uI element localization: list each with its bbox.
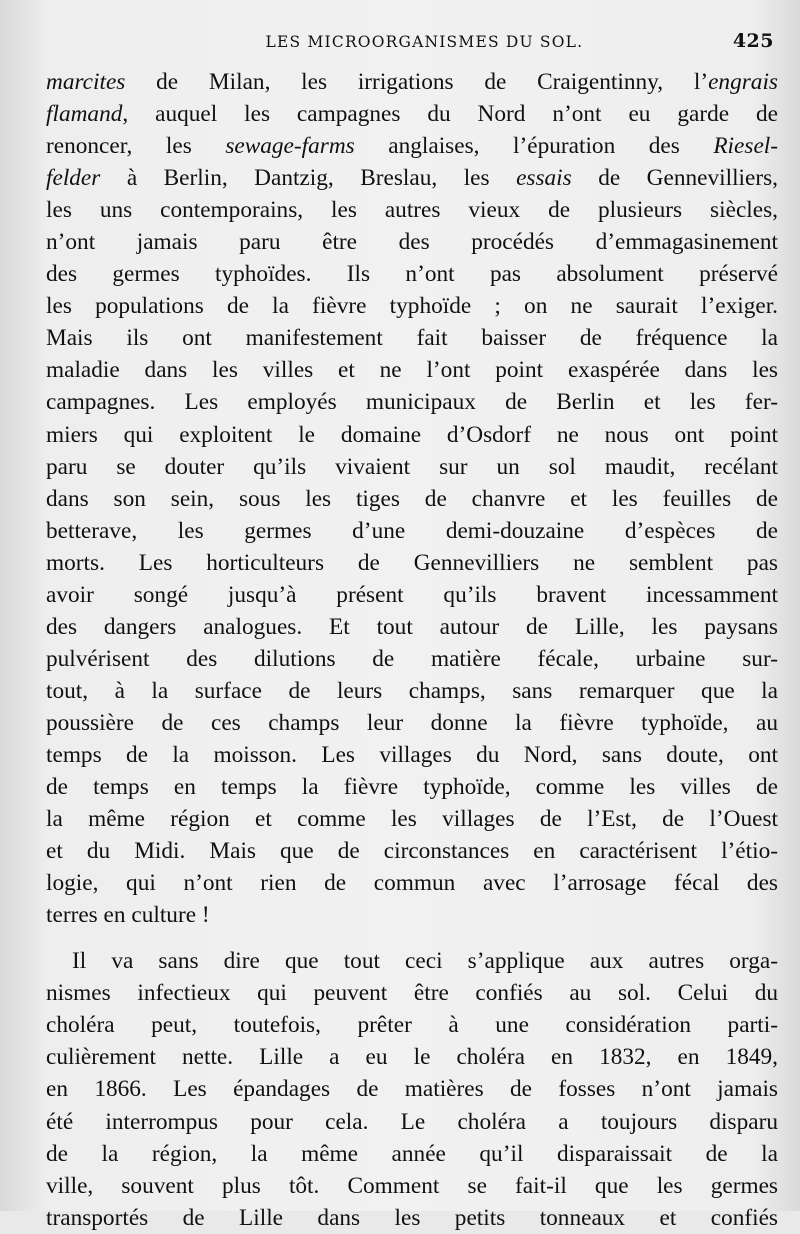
text-line	[46, 419, 778, 451]
text-line	[46, 226, 778, 258]
text-run: betterave, les germes d’une demi-douzaine d’espèces de	[46, 517, 778, 544]
text-run: miers qui exploitent le domaine d’Osdorf ne nous ont point	[46, 421, 778, 448]
text-line	[46, 451, 778, 483]
text-line	[46, 483, 778, 515]
page-number: 425	[732, 30, 774, 52]
paragraph	[46, 945, 778, 1233]
text-line	[46, 66, 778, 98]
text-run: de temps en temps la fièvre typhoïde, comme les villes de	[46, 774, 778, 801]
italic-text: essais	[516, 165, 572, 192]
italic-text: Riesel-	[713, 133, 779, 160]
text-line	[46, 515, 778, 547]
italic-text: engrais	[708, 69, 778, 95]
text-run: transportés de Lille dans les petits tonneaux et confiés	[46, 1204, 778, 1231]
text-line	[46, 1041, 778, 1073]
text-run: Il va sans dire que tout ceci s’applique aux autres orga-	[72, 948, 778, 975]
text-line	[46, 611, 778, 643]
text-run: été interrompus pour cela. Le choléra a toujours disparu	[46, 1108, 778, 1135]
text-run: dans son sein, sous les tiges de chanvre et les feuilles de	[46, 485, 778, 512]
text-run: logie, qui n’ont rien de commun avec l’arrosage fécal des	[46, 870, 778, 897]
text-line	[46, 98, 778, 130]
text-run: les populations de la fièvre typhoïde ; on ne saurait l’exiger.	[46, 293, 778, 320]
text-run: paru se douter qu’ils vivaient sur un sol maudit, recélant	[46, 453, 778, 480]
text-line	[46, 707, 778, 739]
text-run: Mais ils ont manifestement fait baisser de fréquence la	[46, 325, 778, 352]
text-line	[46, 867, 778, 899]
text-line	[46, 977, 778, 1009]
text-run: renoncer, les	[46, 133, 226, 160]
italic-text: marcites	[46, 69, 126, 95]
text-line	[46, 739, 778, 771]
text-run: des germes typhoïdes. Ils n’ont pas absolument préservé	[46, 261, 778, 288]
text-line	[46, 803, 778, 835]
text-run: pulvérisent des dilutions de matière fécale, urbaine sur-	[46, 645, 778, 672]
text-line	[46, 258, 778, 290]
text-run: temps de la moisson. Les villages du Nord, sans doute, ont	[46, 741, 778, 768]
text-line	[46, 1106, 778, 1138]
text-line	[46, 386, 778, 418]
text-run: maladie dans les villes et ne l’ont point exaspérée dans les	[46, 357, 778, 384]
text-run: nismes infectieux qui peuvent être confiés au sol. Celui du	[46, 980, 778, 1007]
text-line	[46, 675, 778, 707]
text-line	[46, 290, 778, 322]
text-line	[46, 579, 778, 611]
text-run: la même région et comme les villages de l’Est, de l’Ouest	[46, 806, 778, 833]
text-run: anglaises, l’épuration des	[354, 133, 714, 160]
italic-text: flamand	[46, 101, 123, 128]
text-run: de Milan, les irrigations de Craigentinny, l’	[125, 69, 709, 95]
text-line	[46, 643, 778, 675]
text-run: morts. Les horticulteurs de Gennevilliers ne semblent pas	[46, 549, 778, 576]
page-header	[46, 30, 774, 60]
text-run: en 1866. Les épandages de matières de fosses n’ont jamais	[46, 1076, 778, 1103]
text-run: les uns contemporains, les autres vieux de plusieurs siècles,	[46, 197, 778, 224]
text-line	[46, 899, 778, 931]
text-run: de Gennevilliers,	[571, 165, 779, 192]
text-run: de la région, la même année qu’il disparaissait de la	[46, 1140, 778, 1167]
italic-text: felder	[46, 165, 101, 192]
text-run: avoir songé jusqu’à présent qu’ils bravent incessamment	[46, 581, 778, 608]
text-run: culièrement nette. Lille a eu le choléra en 1832, en 1849,	[46, 1044, 778, 1071]
italic-text: sewage-farms	[225, 133, 355, 160]
body-text	[46, 66, 778, 1234]
text-line	[46, 194, 778, 226]
text-line	[46, 354, 778, 386]
text-line	[46, 322, 778, 354]
text-run: campagnes. Les employés municipaux de Berlin et les fer-	[46, 389, 778, 416]
text-run: des dangers analogues. Et tout autour de Lille, les paysans	[46, 613, 778, 640]
text-run: et du Midi. Mais que de circonstances en caractérisent l’étio-	[46, 838, 778, 865]
text-line	[46, 1009, 778, 1041]
text-run: choléra peut, toutefois, prêter à une considération parti-	[46, 1012, 778, 1039]
running-title: LES MICROORGANISMES DU SOL.	[265, 33, 584, 51]
text-line	[46, 945, 778, 977]
text-run: à Berlin, Dantzig, Breslau, les	[100, 165, 517, 192]
text-line	[46, 162, 778, 194]
text-run: poussière de ces champs leur donne la fièvre typhoïde, au	[46, 709, 778, 736]
text-run: tout, à la surface de leurs champs, sans remarquer que la	[46, 677, 778, 704]
text-run: ville, souvent plus tôt. Comment se fait-il que les germes	[46, 1172, 778, 1199]
text-line	[46, 547, 778, 579]
text-line	[46, 835, 778, 867]
text-line	[46, 771, 778, 803]
paragraph	[46, 66, 778, 931]
text-line	[46, 1073, 778, 1105]
text-run: n’ont jamais paru être des procédés d’emmagasinement	[46, 229, 778, 256]
text-line	[46, 130, 778, 162]
text-run: terres en culture !	[46, 902, 210, 929]
text-line	[46, 1138, 778, 1170]
text-line	[46, 1202, 778, 1234]
text-line	[46, 1170, 778, 1202]
paragraph-gap	[46, 931, 778, 945]
text-run: , auquel les campagnes du Nord n’ont eu garde de	[122, 101, 778, 128]
